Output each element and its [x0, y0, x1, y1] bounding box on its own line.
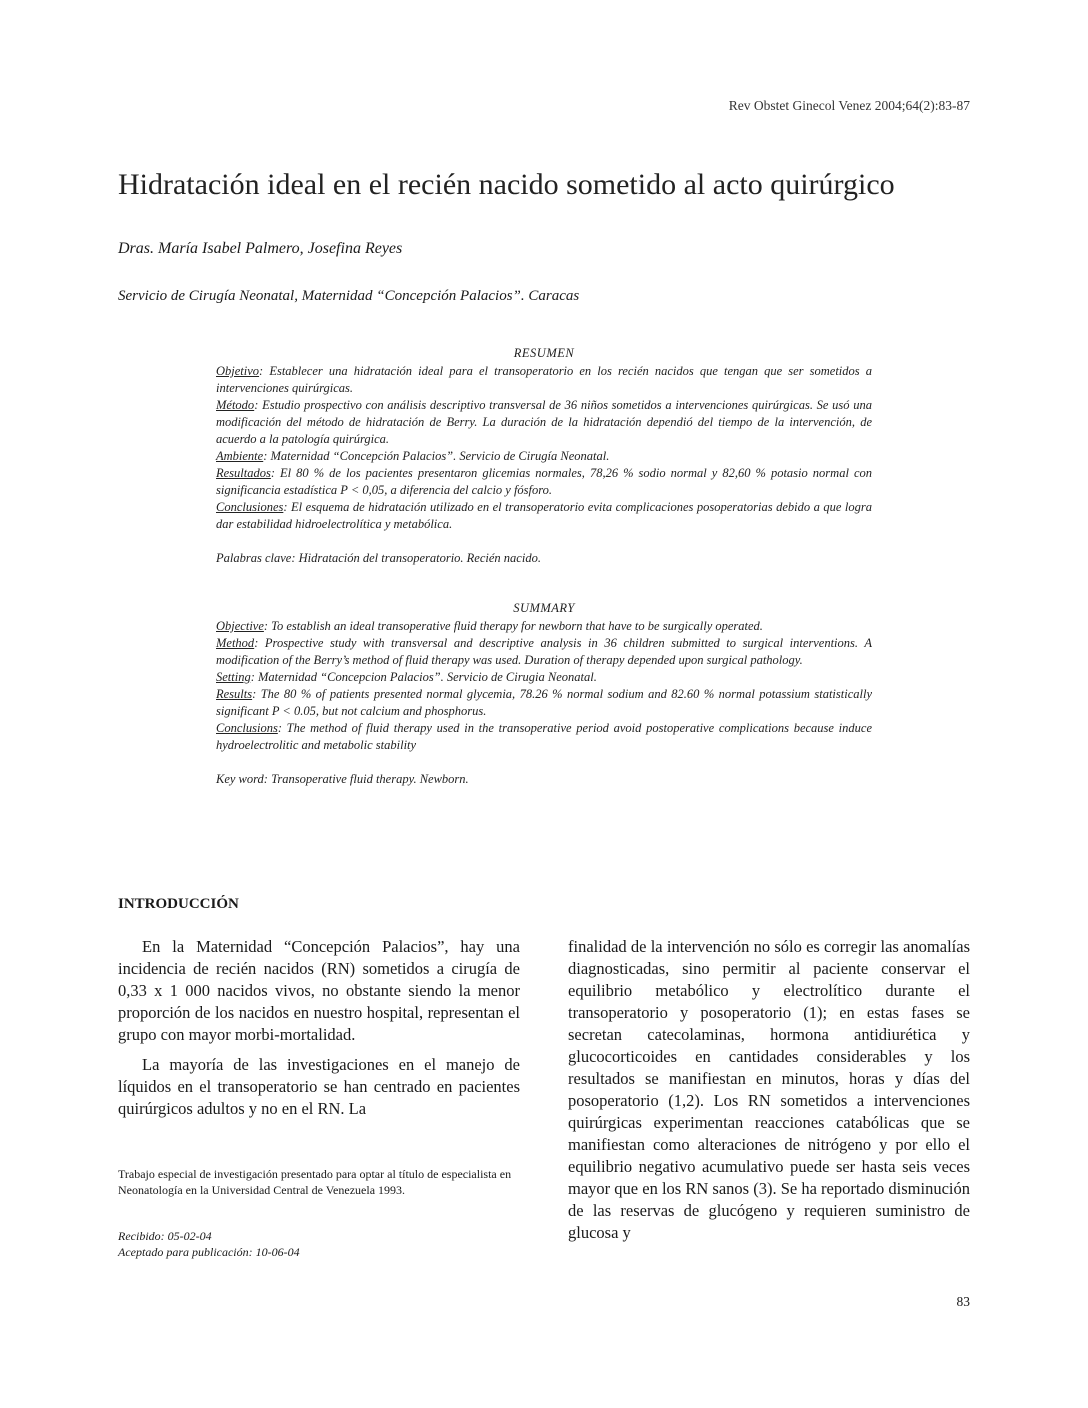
resumen-conclusiones-text: : El esquema de hidratación utilizado en el transoperatorio evita complicaciones posoperatorias debido a que logra dar estabilidad hidroelectrolítica y metabólica. — [216, 500, 872, 531]
summary-keywords: Key word: Transoperative fluid therapy. Newborn. — [216, 772, 469, 786]
summary-conclusions — [216, 720, 872, 754]
resumen-resultados-label: Resultados — [216, 466, 271, 480]
footnote-text: Trabajo especial de investigación presentado para optar al título de especialista en Neonatología en la Universidad Central de Venezuela 1993. — [118, 1167, 512, 1197]
accepted-date: Aceptado para publicación: 10-06-04 — [118, 1245, 300, 1259]
body-column-right — [568, 936, 970, 1244]
body-paragraph: La mayoría de las investigaciones en el manejo de líquidos en el transoperatorio se han centrado en pacientes quirúrgicos adultos y no en el RN. La — [118, 1055, 520, 1118]
resumen-objetivo — [216, 363, 872, 397]
summary-objective-label: Objective — [216, 619, 264, 633]
resumen-conclusiones-label: Conclusiones — [216, 500, 284, 514]
body-column-left — [118, 936, 520, 1120]
summary-section — [216, 600, 872, 788]
affiliation: Servicio de Cirugía Neonatal, Maternidad “Concepción Palacios”. Caracas — [118, 288, 580, 304]
resumen-objetivo-label: Objetivo — [216, 364, 260, 378]
publication-dates — [118, 1228, 300, 1260]
summary-results-text: : The 80 % of patients presented normal glycemia, 78.26 % normal sodium and 82.60 % normal potassium statistically significant P < 0.05, but not calcium and phosphorus. — [216, 687, 872, 718]
summary-method-text: : Prospective study with transversal and descriptive analysis in 36 children submitted to surgical interventions. A modification of the Berry’s method of fluid therapy was used. Duration of therapy depended upon surgical pathology. — [216, 636, 872, 667]
resumen-section — [216, 345, 872, 567]
resumen-metodo-text: : Estudio prospectivo con análisis descriptivo transversal de 36 niños sometidos a intervenciones quirúrgicas. Se usó una modificación del método de hidratación de Berry. La duración de la hidratación dependió del tiempo de la intervención, de acuerdo a la patología quirúrgica. — [216, 398, 872, 446]
article-title: Hidratación ideal en el recién nacido sometido al acto quirúrgico — [118, 168, 895, 201]
summary-setting-text: : Maternidad “Concepcion Palacios”. Servicio de Cirugia Neonatal. — [250, 670, 597, 684]
resumen-objetivo-text: : Establecer una hidratación ideal para el transoperatorio en los recién nacidos que tengan que ser sometidos a intervenciones quirúrgicas. — [216, 364, 872, 395]
summary-objective — [216, 618, 872, 635]
page-number: 83 — [956, 1294, 970, 1309]
resumen-ambiente-text: : Maternidad “Concepción Palacios”. Servicio de Cirugía Neonatal. — [263, 449, 610, 463]
summary-conclusions-label: Conclusions — [216, 721, 278, 735]
resumen-heading: RESUMEN — [513, 346, 575, 360]
resumen-conclusiones — [216, 499, 872, 533]
summary-results — [216, 686, 872, 720]
summary-conclusions-text: : The method of fluid therapy used in the transoperative period avoid postoperative complications because induce hydroelectrolitic and metabolic stability — [216, 721, 872, 752]
resumen-resultados — [216, 465, 872, 499]
resumen-ambiente — [216, 448, 872, 465]
summary-method — [216, 635, 872, 669]
summary-results-label: Results — [216, 687, 253, 701]
journal-reference: Rev Obstet Ginecol Venez 2004;64(2):83-87 — [728, 98, 970, 113]
resumen-keywords: Palabras clave: Hidratación del transoperatorio. Recién nacido. — [216, 551, 541, 565]
received-date: Recibido: 05-02-04 — [118, 1229, 212, 1243]
resumen-metodo — [216, 397, 872, 448]
resumen-ambiente-label: Ambiente — [216, 449, 264, 463]
summary-setting — [216, 669, 872, 686]
summary-objective-text: : To establish an ideal transoperative fluid therapy for newborn that have to be surgically operated. — [263, 619, 763, 633]
intro-heading: INTRODUCCIÓN — [118, 896, 239, 912]
summary-setting-label: Setting — [216, 670, 251, 684]
body-paragraph: finalidad de la intervención no sólo es corregir las anomalías diagnosticadas, sino permitir al paciente conservar el equilibrio metabólico y electrolítico durante el transoperatorio y posoperatorio (1); en estas fases se secretan catecolaminas, hormona antidiurética y glucocorticoides en cantidades considerables y los resultados se manifiestan en minutos, horas y días del posoperatorio (1,2). Los RN sometidos a intervenciones quirúrgicas experimentan reacciones catabólicas que se manifiestan como alteraciones de nitrógeno y por ello el equilibrio negativo acumulativo puede ser hasta seis veces mayor que en los RN sanos (3). Se ha reportado disminución de las reservas de glucógeno y requieren suministro de glucosa y — [568, 937, 970, 1242]
summary-heading: SUMMARY — [513, 601, 575, 615]
authors: Dras. María Isabel Palmero, Josefina Reyes — [118, 240, 403, 257]
resumen-resultados-text: : El 80 % de los pacientes presentaron glicemias normales, 78,26 % sodio normal y 82,60 % potasio normal con significancia estadística P < 0,05, a diferencia del calcio y fósforo. — [216, 466, 872, 497]
footnote — [118, 1166, 520, 1198]
summary-method-label: Method — [216, 636, 255, 650]
body-paragraph: En la Maternidad “Concepción Palacios”, hay una incidencia de recién nacidos (RN) sometidos a cirugía de 0,33 x 1 000 nacidos vivos, no obstante siendo la menor proporción de los nacidos en nuestro hospital, representan el grupo con mayor morbi-mortalidad. — [118, 937, 520, 1044]
resumen-metodo-label: Método — [216, 398, 255, 412]
